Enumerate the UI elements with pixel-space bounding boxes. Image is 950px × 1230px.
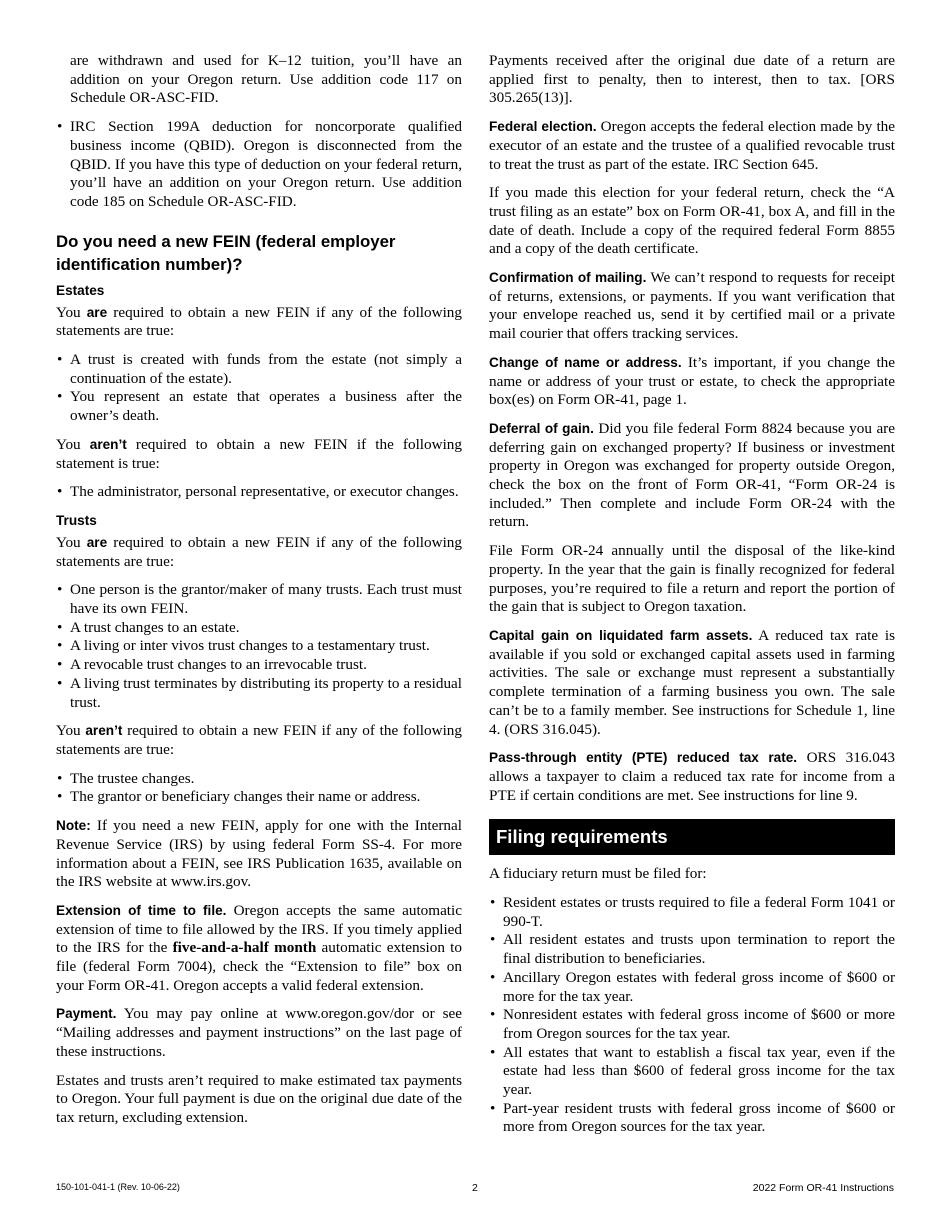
payments-paragraph: Payments received after the original due date of a return are applied first to penalty, then to interest, then to tax. [ORS 305.265(13)]. xyxy=(489,52,895,107)
list-item: • Ancillary Oregon estates with federal gross income of $600 or more for the tax year. xyxy=(489,969,895,1006)
trusts-required-text: You are required to obtain a new FEIN if any of the following statements are true: xyxy=(56,533,462,570)
trusts-not-required-list xyxy=(56,770,462,807)
pte-paragraph: Pass-through entity (PTE) reduced tax rate. ORS 316.043 allows a taxpayer to claim a reduced tax rate for income from a PTE if certain conditions are met. See instructions for line 9. xyxy=(489,749,896,804)
list-item: • Part-year resident trusts with federal gross income of $600 or more from Oregon sources for the tax year. xyxy=(489,1100,895,1137)
estates-heading: Estates xyxy=(56,282,105,298)
estimated-tax-paragraph: Estates and trusts aren’t required to make estimated tax payments to Oregon. Your full payment is due on the original due date of the tax return, excluding extension. xyxy=(56,1071,462,1126)
list-item: • A revocable trust changes to an irrevocable trust. xyxy=(56,656,462,675)
estates-required-text: You are required to obtain a new FEIN if any of the following statements are true: xyxy=(56,303,462,340)
list-item: • A trust changes to an estate. xyxy=(56,619,462,638)
estates-not-required-text: You aren’t required to obtain a new FEIN if the following statement is true: xyxy=(56,435,462,472)
qbid-list xyxy=(56,118,462,212)
page-footer xyxy=(56,1182,894,1196)
federal-election-paragraph-2: If you made this election for your federal return, check the “A trust filing as an estate” box on Form OR-41, box A, and fill in the date of death. Include a copy of the required federal Form 8855 and a copy of the death certificate. xyxy=(489,184,895,258)
change-address-paragraph: Change of name or address. It’s important, if you change the name or address of your trust or estate, to check the appropriate box(es) on Form OR-41, page 1. xyxy=(489,353,895,409)
list-item: • All resident estates and trusts upon termination to report the final distribution to beneficiaries. xyxy=(489,931,895,968)
continued-bullet-text: are withdrawn and used for K–12 tuition, you’ll have an addition on your Oregon return. Use addition code 117 on Schedule OR-ASC-FID. xyxy=(70,52,462,107)
trusts-heading: Trusts xyxy=(56,512,97,528)
capital-gain-paragraph: Capital gain on liquidated farm assets. A reduced tax rate is available if you sold or exchanged capital assets used in farming activities. The sale or exchange must represent a substantially complete termination of a farming business you own. The sale can’t be to a family member. See instructions for Schedule 1, line 4. (ORS 316.045). xyxy=(489,626,895,738)
right-column xyxy=(489,52,895,1147)
federal-election-paragraph: Federal election. Oregon accepts the federal election made by the executor of an estate and the trustee of a qualified revocable trust to treat the trust as part of the estate. IRC Section 645. xyxy=(489,118,895,173)
qbid-bullet: • IRC Section 199A deduction for noncorporate qualified business income (QBID). Oregon is disconnected from the QBID. If you have this type of deduction on your federal return, you’ll have an addition on your Oregon return. Use addition code 185 on Schedule OR-ASC-FID. xyxy=(56,118,462,212)
list-item: • All estates that want to establish a fiscal tax year, even if the estate had less than $600 of federal gross income for the tax year. xyxy=(489,1044,895,1100)
list-item: • A trust is created with funds from the estate (not simply a continuation of the estate). xyxy=(56,351,462,388)
list-item: • A living trust terminates by distributing its property to a residual trust. xyxy=(56,675,462,712)
trusts-not-required-text: You aren’t required to obtain a new FEIN if any of the following statements are true: xyxy=(56,722,462,758)
page-number: 2 xyxy=(472,1182,478,1194)
filing-intro: A fiduciary return must be filed for: xyxy=(489,865,707,883)
estates-required-list xyxy=(56,351,462,426)
filing-requirements-banner: Filing requirements xyxy=(489,819,895,855)
list-item: • The administrator, personal representative, or executor changes. xyxy=(56,483,462,502)
fein-heading: Do you need a new FEIN (federal employer identification number)? xyxy=(56,231,396,274)
list-item: • One person is the grantor/maker of many trusts. Each trust must have its own FEIN. xyxy=(56,581,462,618)
list-item: • The grantor or beneficiary changes their name or address. xyxy=(56,788,462,807)
list-item: • A living or inter vivos trust changes to a testamentary trust. xyxy=(56,637,462,656)
note-paragraph: Note: If you need a new FEIN, apply for one with the Internal Revenue Service (IRS) by using federal Form SS-4. For more information about a FEIN, see IRS Publication 1635, available on the IRS website at www.irs.gov. xyxy=(56,817,462,891)
list-item: • Resident estates or trusts required to file a federal Form 1041 or 990-T. xyxy=(489,894,895,931)
list-item: • Nonresident estates with federal gross income of $600 or more from Oregon sources for the tax year. xyxy=(489,1006,895,1043)
footer-title: 2022 Form OR-41 Instructions xyxy=(752,1182,894,1194)
form-number: 150-101-041-1 (Rev. 10-06-22) xyxy=(56,1182,180,1192)
extension-paragraph: Extension of time to file. Oregon accepts the same automatic extension of time to file allowed by the IRS. If you timely applied to the IRS for the five-and-a-half month automatic extension to file (federal Form 7004), check the “Extension to file” box on your Form OR-41. Oregon accepts a valid federal extension. xyxy=(56,901,462,994)
filing-requirements-list xyxy=(489,894,895,1137)
deferral-paragraph-2: File Form OR-24 annually until the disposal of the like-kind property. In the year that the gain is finally recognized for federal purposes, you’re required to file a return and report the portion of the gain that is subject to Oregon taxation. xyxy=(489,542,895,616)
deferral-paragraph: Deferral of gain. Did you file federal Form 8824 because you are deferring gain on exchanged property? If business or investment property in Oregon was exchanged for property outside Oregon, check the box on the front of Form OR-41, “Form OR-24 is included.” Then complete and include Form OR-24 with the return. xyxy=(489,419,895,531)
payment-paragraph: Payment. You may pay online at www.oregon.gov/dor or see “Mailing addresses and payment instructions” on the last page of these instructions. xyxy=(56,1005,462,1060)
estates-not-required-list xyxy=(56,483,462,502)
left-column xyxy=(56,52,462,1138)
confirmation-paragraph: Confirmation of mailing. We can’t respond to requests for receipt of returns, extensions, or payments. If you want verification that your envelope reached us, send it by certified mail or a private mail courier that offers tracking services. xyxy=(489,269,895,343)
trusts-required-list xyxy=(56,581,462,712)
list-item: • The trustee changes. xyxy=(56,770,462,789)
list-item: • You represent an estate that operates a business after the owner’s death. xyxy=(56,388,462,425)
